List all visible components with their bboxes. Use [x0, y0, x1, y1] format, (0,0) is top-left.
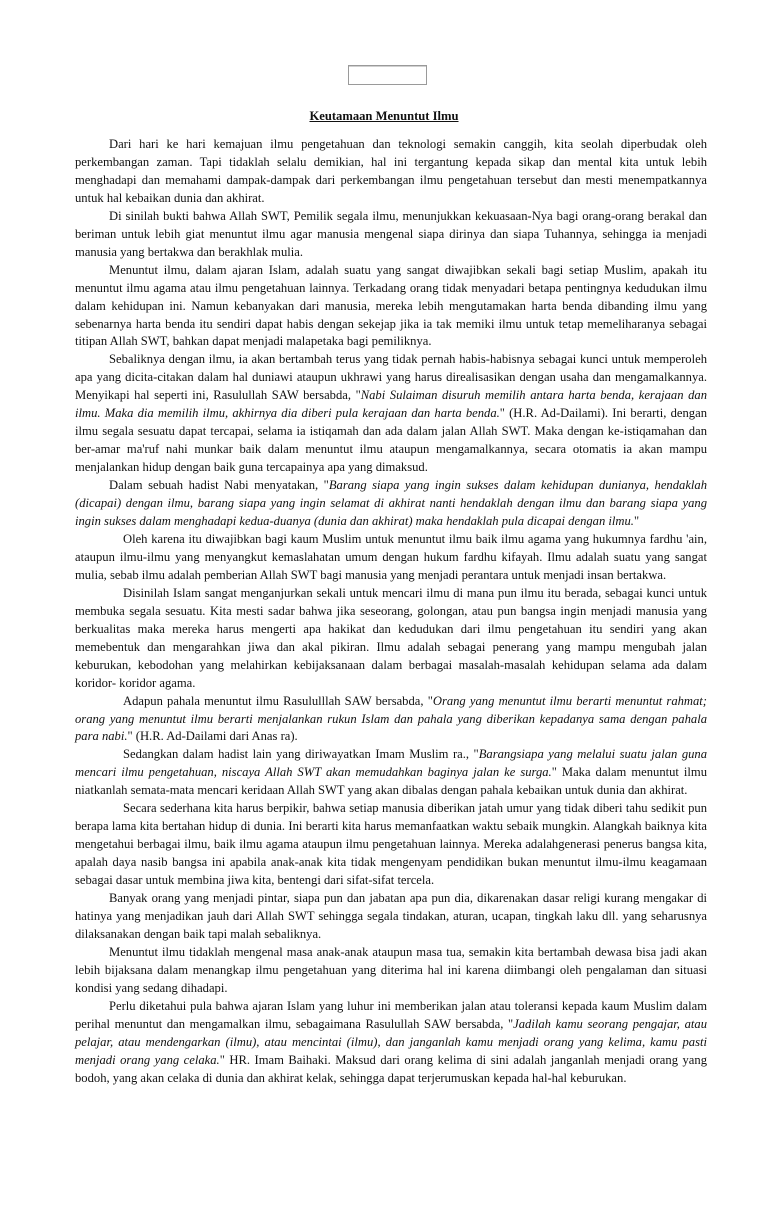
header-box: [348, 65, 427, 85]
paragraph: [75, 477, 707, 531]
paragraph: [75, 208, 707, 262]
paragraph-text: Adapun pahala menuntut ilmu Rasululllah SAW bersabda, ": [123, 693, 433, 708]
paragraph-text: " (H.R. Ad-Dailami). Ini berarti, dengan ilmu segala sesuatu dapat tercapai, selama ia istiqamah dan ada dalam jalan Allah SWT. Maka dengan ke-istiqamahan dan ber-amar ma'ruf nahi munkar baik dalam menuntut ilmu ataupun mengamalkannya, secara otomatis ia akan mampu menjalankan hidup dengan baik guna tercapainya apa yang dimaksud.: [75, 406, 707, 475]
paragraph-text: Oleh karena itu diwajibkan bagi kaum Muslim untuk menuntut ilmu baik ilmu agama yang hukumnya fardhu 'ain, ataupun ilmu-ilmu yang menyangkut kemaslahatan umum dengan hukum fardhu kifayah. Ilmu adalah suatu yang sangat mulia, sebab ilmu adalah pemberian Allah SWT bagi manusia yang menjadi perantara untuk menjadi insan bertakwa.: [75, 531, 707, 582]
paragraph: [75, 800, 707, 890]
paragraph-text: ": [633, 514, 640, 529]
paragraph: [75, 998, 707, 1088]
paragraph-text: Sedangkan dalam hadist lain yang diriwayatkan Imam Muslim ra., ": [123, 747, 479, 762]
paragraph-text: " (H.R. Ad-Dailami dari Anas ra).: [127, 729, 298, 744]
paragraph-text: Dalam sebuah hadist Nabi menyatakan, ": [109, 478, 329, 493]
paragraph: [75, 693, 707, 747]
paragraph-text: " HR. Imam Baihaki. Maksud dari orang kelima di sini adalah janganlah menjadi orang yang bodoh, yang akan celaka di dunia dan akhirat kelak, sehingga dapat terjerumuskan kepada hal-hal keburukan.: [75, 1052, 707, 1085]
document-title: Keutamaan Menuntut Ilmu: [309, 109, 459, 123]
quote-text: Nabi Sulaiman disuruh memilih antara harta benda, kerajaan dan ilmu. Maka dia memilih ilmu, akhirnya dia diberi pula kerajaan dan harta benda.: [75, 388, 707, 421]
paragraph: [75, 890, 707, 944]
paragraph-text: Di sinilah bukti bahwa Allah SWT, Pemilik segala ilmu, menunjukkan kekuasaan-Nya bagi orang-orang berakal dan beriman untuk lebih giat menuntut ilmu agar manusia mengenal siapa dirinya dan siapa Tuhannya, sehingga ia menjadi manusia yang bertakwa dan berakhlak mulia.: [75, 208, 707, 259]
paragraph: [75, 746, 707, 800]
paragraph: [75, 136, 707, 208]
paragraph-text: " Maka dalam menuntut ilmu niatkanlah semata-mata mencari keridaan Allah SWT yang akan dibalas dengan pahala kebaikan untuk dunia dan akhirat.: [75, 765, 708, 798]
document-body: [75, 136, 707, 1088]
quote-text: Barangsiapa yang melalui suatu jalan guna mencari ilmu pengetahuan, niscaya Allah SWT akan memudahkan baginya jalan ke surga.: [75, 747, 708, 780]
paragraph-text: Menuntut ilmu, dalam ajaran Islam, adalah suatu yang sangat diwajibkan sekali bagi setiap Muslim, apakah itu menuntut ilmu agama atau ilmu pengetahuan lainnya. Terkadang orang tidak menyadari betapa pentingnya kedudukan ilmu dalam kehidupan ini. Namun kebanyakan dari manusia, mereka lebih mengutamakan harta benda dibanding ilmu yang sebenarnya harta benda itu sendiri dapat habis dengan sekejap jika ia tak memiki ilmu untuk tetap memeliharanya sebagai titipan Allah SWT, bahkan dapat menjadi malapetaka bagi pemiliknya.: [75, 262, 707, 349]
paragraph: [75, 351, 707, 477]
paragraph: [75, 944, 707, 998]
paragraph-text: Dari hari ke hari kemajuan ilmu pengetahuan dan teknologi semakin canggih, kita seolah diperbudak oleh perkembangan zaman. Tapi tidaklah selalu demikian, hal ini tergantung kepada sikap dan mental kita untuk lebih menghadapi dan memahami dampak-dampak dari perkembangan ilmu pengetahuan tersebut dan mesti menempatkannya untuk hal kebaikan dunia dan akhirat.: [75, 137, 707, 205]
paragraph-text: Sebaliknya dengan ilmu, ia akan bertambah terus yang tidak pernah habis-habisnya sebagai kunci untuk memperoleh apa yang dicita-citakan dalam hal duniawi ataupun ukhrawi yang harus direalisasikan dengan usaha dan mengamalkannya. Menyikapi hal seperti ini, Rasulullah SAW bersabda, ": [75, 352, 707, 403]
paragraph-text: Banyak orang yang menjadi pintar, siapa pun dan jabatan apa pun dia, dikarenakan dasar religi kurang mengakar di hatinya yang menjadikan jauh dari Allah SWT sehingga segala tindakan, aturan, ucapan, tingkah laku dll. yang seharusnya dilaksanakan dengan baik tapi malah sebaliknya.: [75, 891, 707, 941]
paragraph: [75, 531, 707, 585]
paragraph-text: Menuntut ilmu tidaklah mengenal masa anak-anak ataupun masa tua, semakin kita bertambah dewasa bisa jadi akan lebih bijaksana dalam menangkap ilmu pengetahuan yang diterima hal ini karena diimbangi oleh pengalaman dan situasi kondisi yang sedang dihadapi.: [75, 944, 707, 995]
quote-text: Barang siapa yang ingin sukses dalam kehidupan dunianya, hendaklah (dicapai) dengan ilmu, barang siapa yang ingin selamat di akhirat nanti hendaklah dengan ilmu dan barang siapa yang ingin sukses dalam menghadapi kedua-duanya (dunia dan akhirat) maka hendaklah pula dicapai dengan ilmu.: [75, 478, 707, 529]
quote-text: Jadilah kamu seorang pengajar, atau pelajar, atau mendengarkan (ilmu), atau mencintai (ilmu), dan janganlah kamu menjadi orang yang kelima, kamu pasti menjadi orang yang celaka.: [75, 1016, 707, 1067]
paragraph: [75, 262, 707, 352]
paragraph-text: Secara sederhana kita harus berpikir, bahwa setiap manusia diberikan jatah umur yang tidak diberi tahu sedikit pun berapa lama kita bertahan hidup di dunia. Ini berarti kita harus memanfaatkan waktu sebaik mungkin. Alangkah baiknya kita mengetahui berbagai ilmu, baik ilmu agama ataupun ilmu pengetahuan lainnya. Mereka adalahgenerasi penerus bangsa kita, apalah daya nasib bangsa ini apabila anak-anak kita tidak mengenyam pendidikan bukan menuntut ilmu-ilmu keagamaan sebagai dasar untuk membina jiwa kita, bentengi dari sifat-sifat tercela.: [75, 801, 707, 888]
quote-text: Orang yang menuntut ilmu berarti menuntut rahmat; orang yang menuntut ilmu berarti menjalankan rukun Islam dan pahala yang diberikan kepadanya sama dengan pahala para nabi.: [75, 693, 708, 744]
paragraph-text: Perlu diketahui pula bahwa ajaran Islam yang luhur ini memberikan jalan atau toleransi kepada kaum Muslim dalam perihal menuntut dan mengamalkan ilmu, sebagaimana Rasulullah SAW bersabda, ": [75, 998, 707, 1031]
paragraph: [75, 585, 707, 693]
paragraph-text: Disinilah Islam sangat menganjurkan sekali untuk mencari ilmu di mana pun ilmu itu berada, sebagai kunci untuk membuka segala sesuatu. Kita mesti sadar bahwa jika seseorang, golongan, atau pun bangsa ingin menjadi manusia yang berkualitas maka mereka harus mengerti apa hakikat dan kedudukan dari ilmu pengetahuan itu sendiri yang akan memebentuk dan mengarahkan jiwa dan akal pikiran. Ilmu adalah sebagai penerang yang mampu mengubah jalan keburukan, kebodohan yang melahirkan kebijaksanaan dalam berbagai masalah-masalah kehidupan selama ada dalam koridor- koridor agama.: [75, 585, 707, 690]
